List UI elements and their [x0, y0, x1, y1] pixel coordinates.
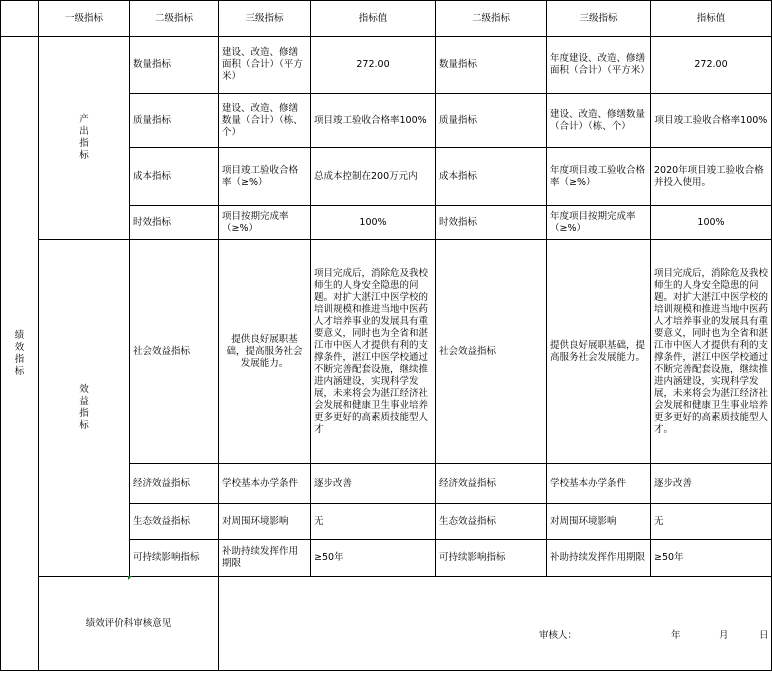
cell-value-right: 逐步改善 — [651, 464, 772, 504]
cell-value-right: 272.00 — [651, 37, 772, 94]
cell-l3-right: 对周围环境影响 — [547, 504, 651, 540]
cell-l3-left: 补助持续发挥作用期限 — [219, 540, 311, 577]
review-row — [1, 577, 772, 671]
group-label-effect: 效益指标 — [39, 240, 130, 577]
cell-l2-left: 时效指标 — [130, 206, 219, 240]
cell-l3-right: 提供良好展职基础，提高服务社会发展能力。 — [547, 240, 651, 464]
header-value-right: 指标值 — [651, 1, 772, 37]
cell-value-left: 项目竣工验收合格率100% — [311, 94, 436, 148]
cell-l2-left: 质量指标 — [130, 94, 219, 148]
cell-value-left: 100% — [311, 206, 436, 240]
table-row — [1, 240, 772, 464]
cell-value-right: 项目完成后，消除危及我校师生的人身安全隐患的问题。对扩大湛江中医学校的培训规模和推进当地中医药人才培养事业的发展具有重要意义，同时也为全省和湛江市中医人才提供有利的支撑条件，湛江中医学校通过不断完善配套设施，继续推进内涵建设，实现科学发展，未来将会为湛江经济社会发展和健康卫生事业培养更多更好的高素质技能型人才。 — [651, 240, 772, 464]
cell-value-left: 逐步改善 — [311, 464, 436, 504]
reviewer-label: 审核人： — [539, 629, 578, 641]
blank-corner — [1, 1, 39, 37]
header-level1: 一级指标 — [39, 1, 130, 37]
cell-comment-marker — [128, 576, 132, 580]
cell-l3-right: 年度建设、改造、修缮面积（合计）（平方米） — [547, 37, 651, 94]
header-level3-left: 三级指标 — [219, 1, 311, 37]
cell-l3-right: 年度项目按期完成率（≥%） — [547, 206, 651, 240]
cell-l3-left: 对周围环境影响 — [219, 504, 311, 540]
date-day-label: 日 — [759, 629, 769, 641]
cell-l3-right: 补助持续发挥作用期限 — [547, 540, 651, 577]
cell-l3-right: 学校基本办学条件 — [547, 464, 651, 504]
cell-l2-right: 社会效益指标 — [436, 240, 547, 464]
cell-l2-left: 成本指标 — [130, 148, 219, 206]
cell-value-right: ≥50年 — [651, 540, 772, 577]
cell-value-right: 2020年项目竣工验收合格并投入使用。 — [651, 148, 772, 206]
header-row — [1, 1, 772, 37]
cell-l3-left: 项目竣工验收合格率（≥%） — [219, 148, 311, 206]
group-label-output: 产出指标 — [39, 37, 130, 240]
cell-value-left: 总成本控制在200万元内 — [311, 148, 436, 206]
cell-value-left: 无 — [311, 504, 436, 540]
cell-l3-right: 年度项目竣工验收合格率（≥%） — [547, 148, 651, 206]
cell-l2-left: 社会效益指标 — [130, 240, 219, 464]
cell-value-right: 项目竣工验收合格率100% — [651, 94, 772, 148]
cell-l2-left: 数量指标 — [130, 37, 219, 94]
header-level2-right: 二级指标 — [436, 1, 547, 37]
cell-l2-left: 可持续影响指标 — [130, 540, 219, 577]
header-level3-right: 三级指标 — [547, 1, 651, 37]
table-row — [1, 37, 772, 94]
cell-l2-left: 生态效益指标 — [130, 504, 219, 540]
cell-l2-right: 成本指标 — [436, 148, 547, 206]
cell-l2-right: 时效指标 — [436, 206, 547, 240]
cell-l3-left: 学校基本办学条件 — [219, 464, 311, 504]
review-label: 绩效评价科审核意见 — [39, 577, 219, 671]
outer-label-performance: 绩效指标 — [1, 37, 39, 671]
cell-value-left: ≥50年 — [311, 540, 436, 577]
cell-value-left: 项目完成后，消除危及我校师生的人身安全隐患的问题。对扩大湛江中医学校的培训规模和推进当地中医药人才培养事业的发展具有重要意义，同时也为全省和湛江市中医人才提供有利的支撑条件，湛江中医学校通过不断完善配套设施，继续推进内涵建设，实现科学发展，未来将会为湛江经济社会发展和健康卫生事业培养更多更好的高素质技能型人才 — [311, 240, 436, 464]
cell-l3-right: 建设、改造、修缮数量（合计）（栋、个） — [547, 94, 651, 148]
cell-value-right: 无 — [651, 504, 772, 540]
date-month-label: 月 — [719, 629, 729, 641]
cell-l2-right: 经济效益指标 — [436, 464, 547, 504]
cell-l2-left: 经济效益指标 — [130, 464, 219, 504]
cell-value-right: 100% — [651, 206, 772, 240]
cell-l3-left: 建设、改造、修缮面积（合计）（平方米） — [219, 37, 311, 94]
cell-l2-right: 质量指标 — [436, 94, 547, 148]
cell-l2-right: 可持续影响指标 — [436, 540, 547, 577]
cell-l2-right: 生态效益指标 — [436, 504, 547, 540]
cell-l2-right: 数量指标 — [436, 37, 547, 94]
header-level2-left: 二级指标 — [130, 1, 219, 37]
cell-l3-left: 提供良好展职基础，提高服务社会发展能力。 — [219, 240, 311, 464]
date-year-label: 年 — [671, 629, 681, 641]
header-value-left: 指标值 — [311, 1, 436, 37]
cell-l3-left: 项目按期完成率（≥%） — [219, 206, 311, 240]
cell-value-left: 272.00 — [311, 37, 436, 94]
cell-l3-left: 建设、改造、修缮数量（合计）（栋、个） — [219, 94, 311, 148]
review-signature-area — [219, 577, 772, 671]
